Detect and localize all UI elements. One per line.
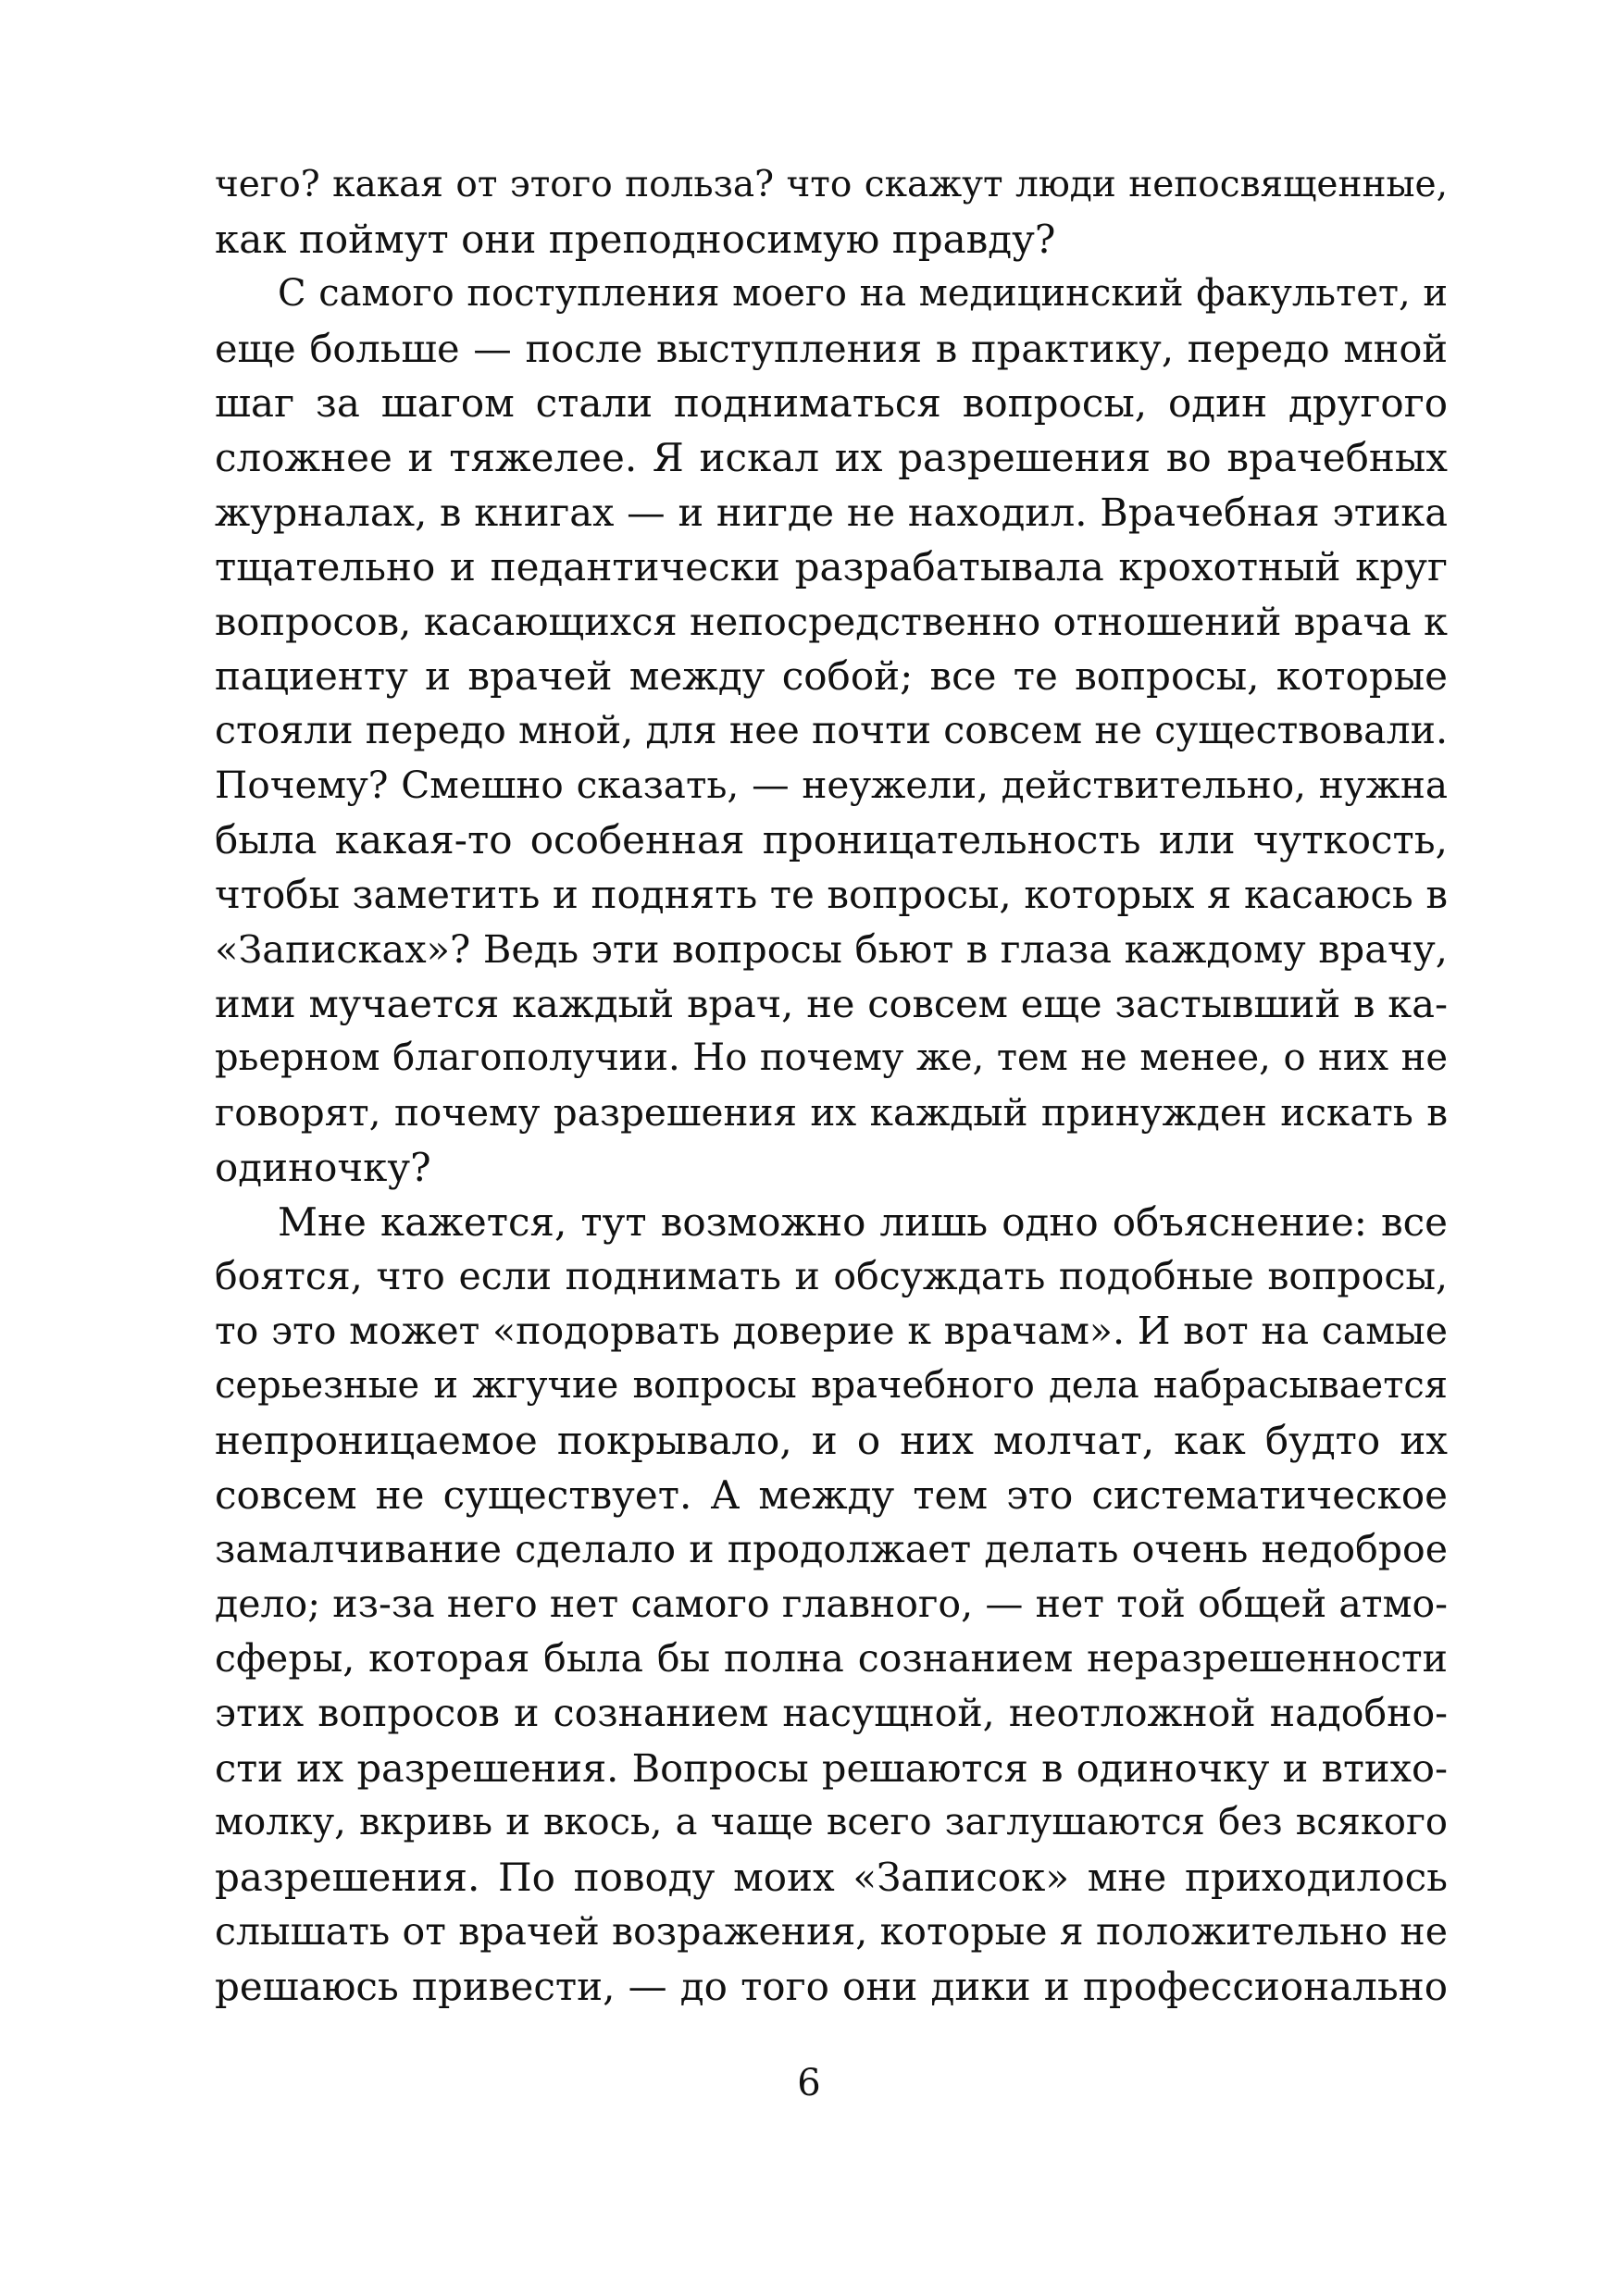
text-line: серьезные и жгучие вопросы врачебного дела набрасывается <box>215 1364 1448 1407</box>
text-line: слышать от врачей возражения, которые я положительно не <box>215 1909 1448 1954</box>
text-line: дело; из-за него нет самого главного, — нет той общей атмо- <box>215 1582 1448 1626</box>
text-line: пациенту и врачей между собой; все те вопросы, которые <box>215 653 1448 699</box>
text-line: шаг за шагом стали подниматься вопросы, один другого <box>215 380 1448 426</box>
text-line: решаюсь привести, — до того они дики и профессионально <box>215 1964 1448 2009</box>
page-number: 6 <box>797 2062 821 2104</box>
text-line: С самого поступления моего на медицинский факультет, и <box>278 272 1448 315</box>
text-line: была какая-то особенная проницательность или чуткость, <box>215 817 1448 863</box>
text-line: стояли передо мной, для нее почти совсем не существовали. <box>215 708 1448 752</box>
text-line: еще больше — после выступления в практику, передо мной <box>215 326 1448 371</box>
text-line: ими мучается каждый врач, не совсем еще застывший в ка- <box>215 981 1448 1026</box>
body-text <box>215 157 1448 2014</box>
text-line: «Записках»? Ведь эти вопросы бьют в глаза каждому врачу, <box>215 926 1448 972</box>
text-line: то это может «подорвать доверие к врачам». И вот на самые <box>215 1309 1448 1353</box>
text-line: рьерном благополучии. Но почему же, тем не менее, о них не <box>215 1036 1448 1079</box>
text-line: совсем не существует. А между тем это систематическое <box>215 1472 1448 1518</box>
text-line: Почему? Смешно сказать, — неужели, действительно, нужна <box>215 763 1448 807</box>
text-line: как поймут они преподносимую правду? <box>215 217 1056 262</box>
text-line: боятся, что если поднимать и обсуждать подобные вопросы, <box>215 1254 1448 1298</box>
text-line: говорят, почему разрешения их каждый принужден искать в <box>215 1090 1448 1135</box>
text-line: сложнее и тяжелее. Я искал их разрешения во врачебных <box>215 435 1448 480</box>
text-line: непроницаемое покрывало, и о них молчат, как будто их <box>215 1418 1448 1463</box>
text-line: чтобы заметить и поднять те вопросы, которых я касаюсь в <box>215 872 1448 917</box>
text-line: молку, вкривь и вкось, а чаще всего заглушаются без всякого <box>215 1801 1448 1843</box>
text-line: одиночку? <box>215 1145 431 1190</box>
text-line: разрешения. По поводу моих «Записок» мне приходилось <box>215 1855 1448 1900</box>
text-line: Мне кажется, тут возможно лишь одно объяснение: все <box>278 1199 1448 1245</box>
text-line: тщательно и педантически разрабатывала крохотный круг <box>215 544 1448 590</box>
text-line: замалчивание сделало и продолжает делать очень недоброе <box>215 1527 1448 1571</box>
text-line: чего? какая от этого польза? что скажут люди непосвященные, <box>215 164 1448 205</box>
text-line: вопросов, касающихся непосредственно отношений врача к <box>215 599 1448 644</box>
text-line: журналах, в книгах — и нигде не находил. Врачебная этика <box>215 490 1448 535</box>
text-line: сферы, которая была бы полна сознанием неразрешенности <box>215 1636 1448 1681</box>
text-line: сти их разрешения. Вопросы решаются в одиночку и втихо- <box>215 1745 1448 1791</box>
text-line: этих вопросов и сознанием насущной, неотложной надобно- <box>215 1691 1448 1735</box>
